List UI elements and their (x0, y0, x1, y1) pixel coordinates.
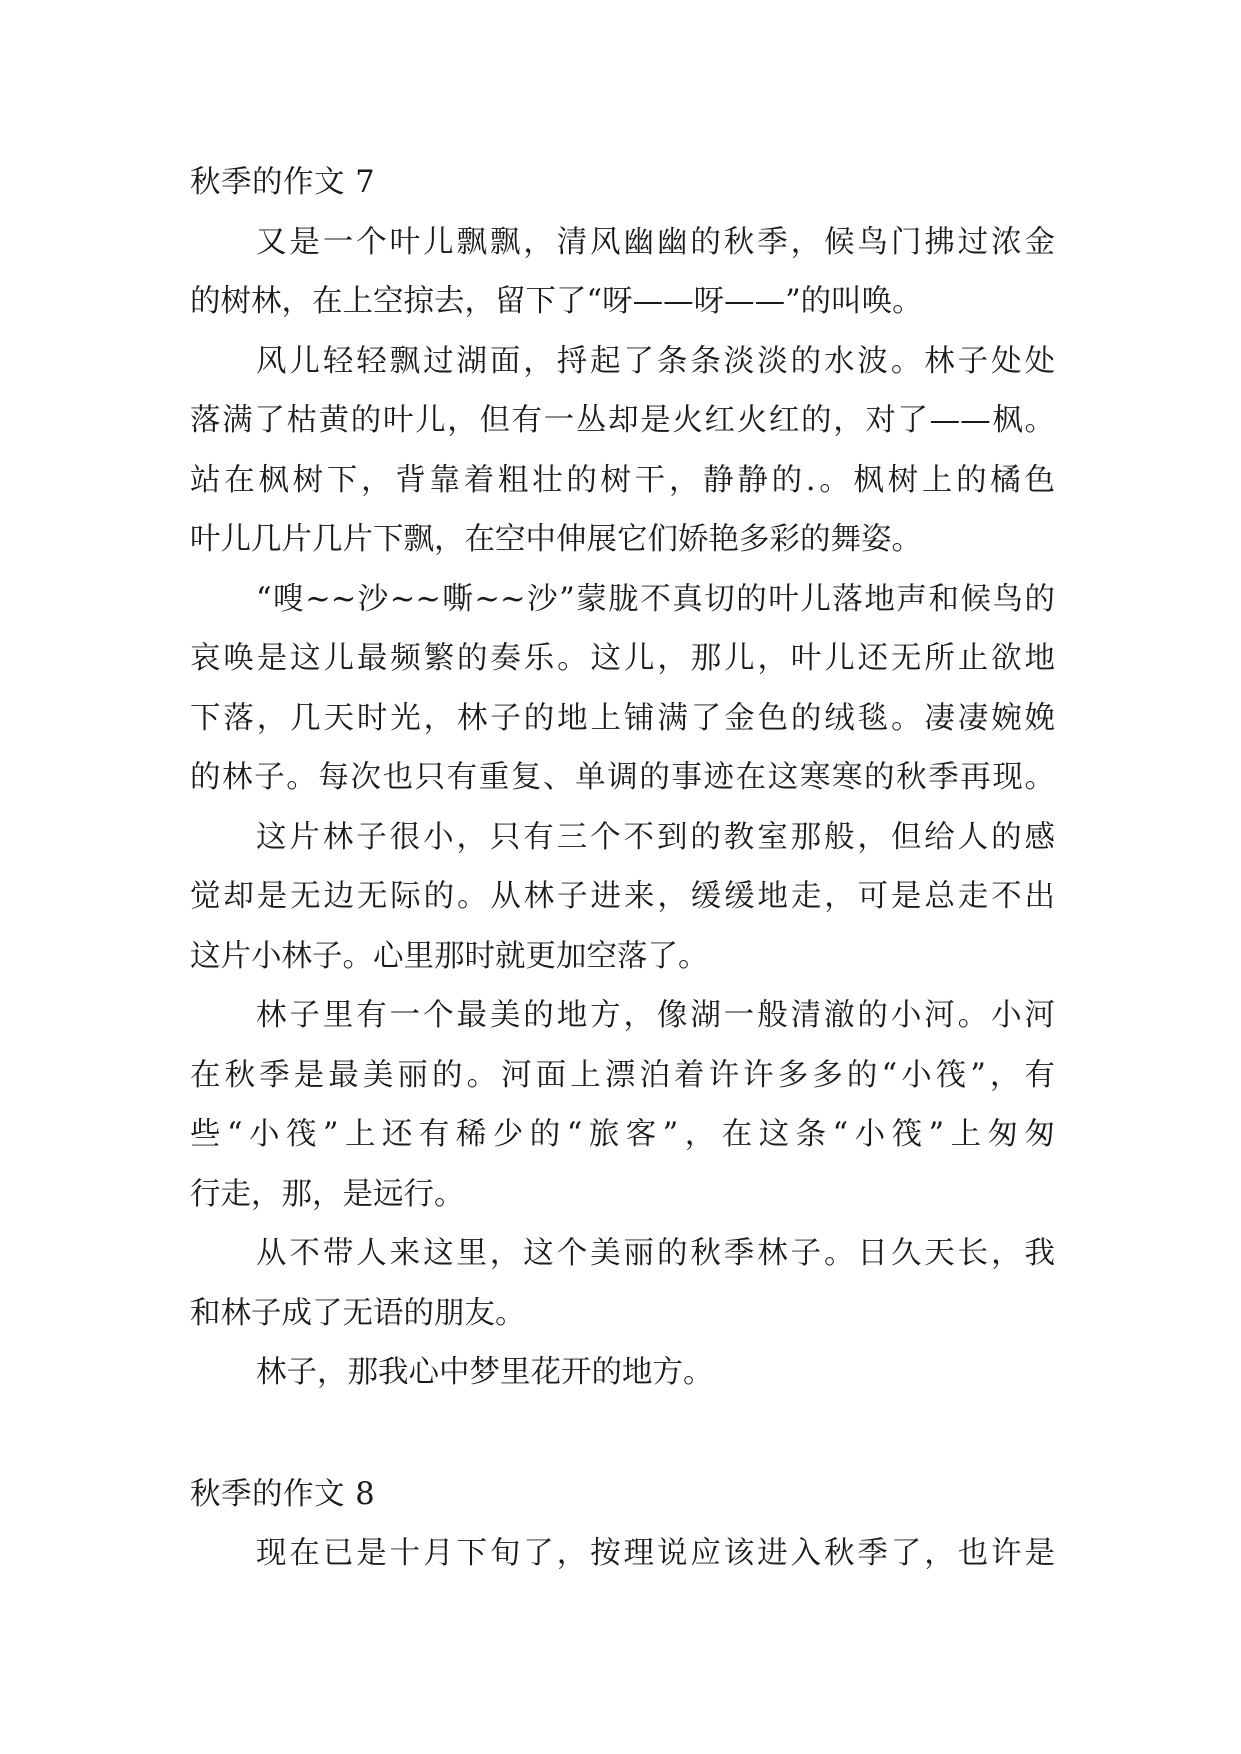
text-line: 林子里有一个最美的地方，像湖一般清澈的小河。小河 (256, 998, 1055, 1033)
section-title: 秋季的作文 8 (190, 1476, 376, 1512)
text-line: 林子，那我心中梦里花开的地方。 (256, 1355, 714, 1390)
paragraph (190, 1524, 1055, 1584)
section-spacer (190, 1403, 1055, 1465)
document-page (190, 153, 1055, 1584)
text-line: 叶儿几片几片下飘，在空中伸展它们娇艳多彩的舞姿。 (190, 522, 922, 557)
text-line: 从不带人来这里，这个美丽的秋季林子。日久天长，我 (256, 1236, 1055, 1271)
paragraph (190, 570, 1055, 808)
text-line: 现在已是十月下旬了，按理说应该进入秋季了，也许是 (256, 1536, 1055, 1571)
paragraph (190, 1343, 1055, 1403)
paragraph (190, 332, 1055, 570)
text-line: 在秋季是最美丽的。河面上漂泊着许许多多的“小筏”，有 (190, 1057, 1055, 1093)
text-line: 的林子。每次也只有重复、单调的事迹在这寒寒的秋季再现。 (190, 760, 1055, 795)
text-line: 些“小筏”上还有稀少的“旅客”，在这条“小筏”上匆匆 (190, 1117, 1055, 1152)
paragraph (190, 986, 1055, 1224)
text-line: 这片小林子。心里那时就更加空落了。 (190, 938, 709, 974)
paragraph (190, 808, 1055, 987)
text-line: 哀唤是这儿最频繁的奏乐。这儿，那儿，叶儿还无所止欲地 (190, 641, 1055, 676)
text-line: 下落，几天时光，林子的地上铺满了金色的绒毯。凄凄婉娩 (190, 700, 1055, 736)
text-line: 的树林，在上空掠去，留下了“呀——呀——”的叫唤。 (190, 284, 923, 319)
text-line: 落满了枯黄的叶儿，但有一丛却是火红火红的，对了——枫。 (190, 403, 1055, 438)
text-line: 又是一个叶儿飘飘，清风幽幽的秋季，候鸟门拂过浓金 (256, 224, 1055, 260)
paragraph (190, 213, 1055, 332)
text-line: 这片林子很小，只有三个不到的教室那般，但给人的感 (256, 819, 1055, 855)
text-line: 觉却是无边无际的。从林子进来，缓缓地走，可是总走不出 (190, 879, 1055, 914)
text-line: 站在枫树下，背靠着粗壮的树干，静静的.。枫树上的橘色 (190, 462, 1055, 498)
paragraph (190, 1224, 1055, 1343)
text-line: “嗖~~沙~~嘶~~沙”蒙胧不真切的叶儿落地声和候鸟的 (256, 581, 1055, 617)
section-title: 秋季的作文 7 (190, 165, 376, 200)
text-line: 行走，那，是远行。 (190, 1176, 465, 1212)
text-line: 和林子成了无语的朋友。 (190, 1295, 526, 1331)
text-line: 风儿轻轻飘过湖面，捋起了条条淡淡的水波。林子处处 (256, 343, 1055, 379)
